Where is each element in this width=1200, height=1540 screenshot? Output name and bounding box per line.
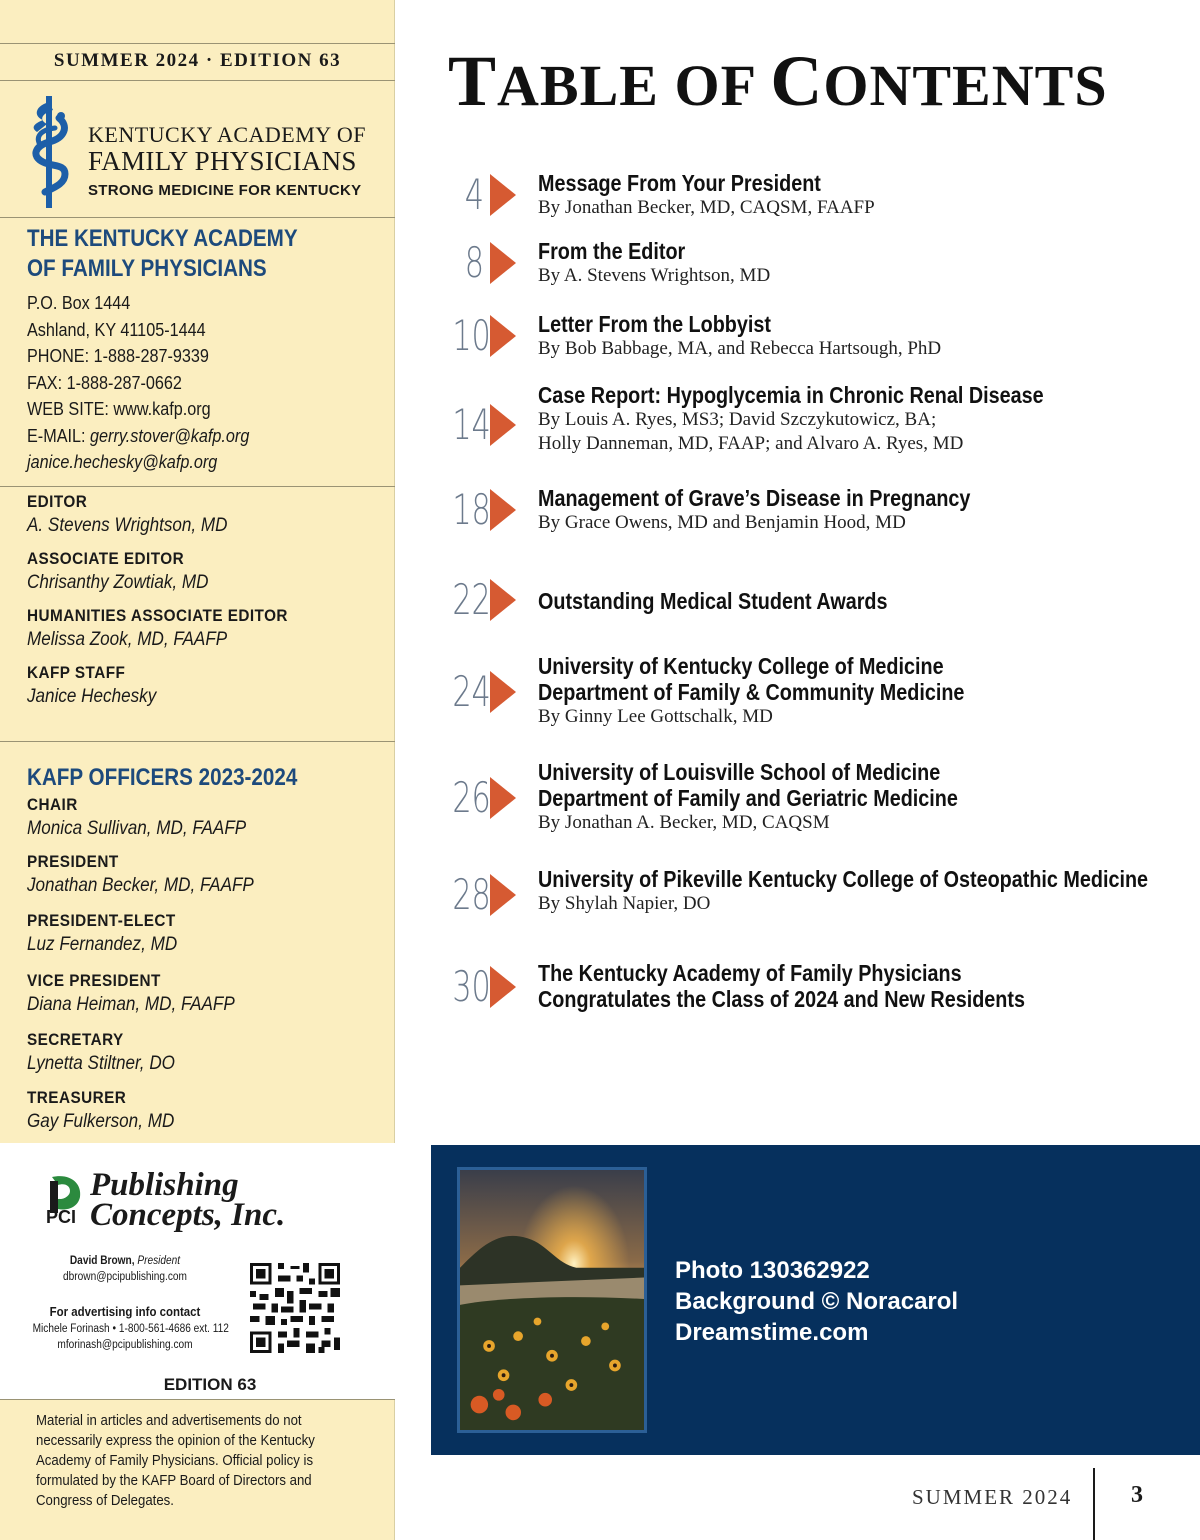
- web-line: [27, 396, 249, 423]
- toc-entry-title: Department of Family & Community Medicine: [538, 679, 965, 705]
- toc-entry-title: Letter From the Lobbyist: [538, 311, 771, 337]
- role-name: Luz Fernandez, MD: [27, 934, 178, 955]
- web-label: WEB SITE:: [27, 399, 109, 419]
- email-link-1[interactable]: gerry.stover@kafp.org: [90, 425, 250, 446]
- divider: [0, 217, 395, 218]
- arrow-right-icon: [490, 874, 516, 916]
- page-number: 3: [1131, 1482, 1143, 1508]
- role-name: Chrisanthy Zowtiak, MD: [27, 572, 209, 593]
- address-line-2: Ashland, KY 41105-1444: [27, 319, 206, 340]
- role-label: PRESIDENT: [27, 852, 119, 871]
- website-link[interactable]: www.kafp.org: [113, 399, 211, 419]
- toc-page-number: 30: [452, 962, 491, 1011]
- role-label: VICE PRESIDENT: [27, 971, 161, 990]
- arrow-right-icon: [490, 174, 516, 216]
- publisher-box: [0, 1143, 395, 1399]
- toc-entry-title: Department of Family and Geriatric Medicine: [538, 785, 958, 811]
- role-name: Jonathan Becker, MD, FAAFP: [27, 875, 254, 896]
- divider: [0, 80, 395, 81]
- toc-page-number: 18: [452, 485, 491, 534]
- footer-season: SUMMER 2024: [912, 1485, 1073, 1509]
- role-label: KAFP STAFF: [27, 663, 126, 682]
- toc-page-number: 8: [464, 238, 484, 287]
- toc-entry-text: [538, 960, 1188, 1012]
- title-initial: C: [770, 41, 824, 121]
- divider: [0, 486, 395, 487]
- qr-code-icon[interactable]: [250, 1263, 340, 1353]
- role-name: Monica Sullivan, MD, FAAFP: [27, 818, 247, 839]
- role-label: EDITOR: [27, 492, 88, 511]
- toc-entry-text: [538, 382, 1188, 456]
- toc-entry-text: [538, 588, 1188, 614]
- fax-number: 1-888-287-0662: [66, 372, 182, 393]
- toc-entry-byline: By Bob Babbage, MA, and Rebecca Hartsough, PhD: [538, 338, 942, 359]
- email-link-2[interactable]: janice.hechesky@kafp.org: [27, 452, 218, 472]
- cover-credit-panel: [431, 1145, 1200, 1455]
- staff-editor: [27, 491, 228, 538]
- toc-page-number: 14: [452, 400, 491, 449]
- arrow-right-icon: [490, 489, 516, 531]
- toc-page-number: 10: [452, 311, 491, 360]
- toc-entry-text: [538, 238, 1188, 288]
- officer-president: [27, 851, 254, 898]
- toc-entry-title: Message From Your President: [538, 170, 821, 196]
- toc-entry-text: [538, 485, 1188, 535]
- photo-credit-line-1: Photo 130362922: [675, 1257, 870, 1284]
- toc-entry-byline: By Louis A. Ryes, MS3; David Szczykutowicz, BA;: [538, 409, 937, 430]
- officer-president-elect: [27, 910, 177, 957]
- logo-line-2: FAMILY PHYSICIANS: [88, 146, 357, 176]
- arrow-right-icon: [490, 579, 516, 621]
- toc-page-number: 26: [452, 773, 491, 822]
- toc-entry-byline: By Jonathan A. Becker, MD, CAQSM: [538, 812, 830, 833]
- kafp-logo: [25, 92, 385, 210]
- role-name: A. Stevens Wrightson, MD: [27, 515, 228, 536]
- publisher-president-email[interactable]: dbrown@pcipublishing.com: [63, 1271, 187, 1283]
- divider: [0, 1399, 395, 1400]
- phone-label: PHONE:: [27, 346, 90, 366]
- staff-humanities-editor: [27, 605, 288, 652]
- publisher-name-line-2: Concepts, Inc.: [90, 1197, 286, 1233]
- president-title: President: [137, 1255, 181, 1267]
- toc-entry-title: The Kentucky Academy of Family Physicians: [538, 960, 962, 986]
- advertising-contact: Michele Forinash • 1-800-561-4686 ext. 112: [32, 1323, 229, 1335]
- divider: [0, 43, 395, 44]
- toc-entry-text: [538, 311, 1188, 361]
- caduceus-icon: [25, 92, 75, 210]
- toc-entry-byline: By Ginny Lee Gottschalk, MD: [538, 706, 773, 727]
- toc-entry-title: University of Kentucky College of Medicine: [538, 653, 944, 679]
- arrow-right-icon: [490, 966, 516, 1008]
- toc-entry-title: Outstanding Medical Student Awards: [538, 588, 888, 614]
- toc-page-number: 28: [452, 870, 491, 919]
- advertising-email[interactable]: mforinash@pcipublishing.com: [57, 1339, 193, 1351]
- officers-title: KAFP OFFICERS 2023-2024: [27, 764, 298, 791]
- masthead-sidebar: [0, 0, 395, 1540]
- title-smallcaps: ABLE OF: [497, 53, 771, 118]
- advertising-heading: For advertising info contact: [49, 1304, 201, 1319]
- title-smallcaps: ONTENTS: [823, 53, 1108, 118]
- staff-associate-editor: [27, 548, 209, 595]
- disclaimer-text: Material in articles and advertisements do not necessarily express the opinion of the Kentucky Academy of Family Physicians. Official policy is formulated by the KAFP Board of Directors and Congress of Delegates.: [36, 1412, 315, 1509]
- toc-entry-title: University of Pikeville Kentucky College of Osteopathic Medicine: [538, 866, 1149, 892]
- publisher-president: [33, 1253, 218, 1269]
- logo-tagline: STRONG MEDICINE FOR KENTUCKY: [88, 182, 362, 199]
- staff-kafp: [27, 662, 156, 709]
- arrow-right-icon: [490, 671, 516, 713]
- footer-divider: [1093, 1468, 1095, 1540]
- toc-entry-title: Management of Grave’s Disease in Pregnancy: [538, 485, 971, 511]
- toc-entry-text: [538, 653, 1188, 729]
- logo-line-1: KENTUCKY ACADEMY OF: [88, 122, 366, 147]
- address-line-1: P.O. Box 1444: [27, 293, 131, 313]
- toc-entry-text: [538, 866, 1188, 916]
- role-label: CHAIR: [27, 795, 78, 814]
- photo-credit-line-2: Background © Noracarol: [675, 1288, 959, 1315]
- cover-photo-thumbnail: [457, 1167, 647, 1433]
- org-title-line-1: THE KENTUCKY ACADEMY: [27, 225, 298, 252]
- role-name: Diana Heiman, MD, FAAFP: [27, 994, 235, 1015]
- fax-label: FAX:: [27, 372, 63, 393]
- toc-entry-byline: By Jonathan Becker, MD, CAQSM, FAAFP: [538, 197, 875, 218]
- email-line: [27, 423, 249, 450]
- role-name: Janice Hechesky: [27, 686, 157, 707]
- toc-entry-title: Congratulates the Class of 2024 and New Residents: [538, 986, 1025, 1012]
- role-label: TREASURER: [27, 1088, 127, 1107]
- photo-credit-line-3: Dreamstime.com: [675, 1319, 869, 1346]
- officer-vice-president: [27, 970, 235, 1017]
- toc-entry-byline: By Shylah Napier, DO: [538, 893, 711, 914]
- role-name: Gay Fulkerson, MD: [27, 1111, 175, 1132]
- arrow-right-icon: [490, 315, 516, 357]
- president-name: David Brown,: [69, 1255, 135, 1267]
- contact-block: [27, 290, 249, 476]
- title-initial: T: [448, 41, 498, 121]
- toc-entry-title: From the Editor: [538, 238, 686, 264]
- officer-chair: [27, 794, 246, 841]
- arrow-right-icon: [490, 242, 516, 284]
- phone-line: [27, 343, 249, 370]
- photo-credit-text: [675, 1255, 958, 1348]
- sunset-landscape-image: [460, 1170, 644, 1430]
- arrow-right-icon: [490, 404, 516, 446]
- toc-entry-byline: By A. Stevens Wrightson, MD: [538, 265, 771, 286]
- officer-secretary: [27, 1029, 175, 1076]
- role-label: SECRETARY: [27, 1030, 124, 1049]
- page-title: [448, 40, 1108, 123]
- toc-entry-byline: By Grace Owens, MD and Benjamin Hood, MD: [538, 512, 906, 533]
- toc-entry-title: Case Report: Hypoglycemia in Chronic Renal Disease: [538, 382, 1044, 408]
- toc-page-number: 4: [464, 170, 484, 219]
- role-name: Lynetta Stiltner, DO: [27, 1053, 175, 1074]
- toc-entry-title: University of Louisville School of Medicine: [538, 759, 941, 785]
- publisher-name-line-1: Publishing: [90, 1167, 239, 1203]
- edition-line: SUMMER 2024 · EDITION 63: [53, 50, 342, 71]
- role-label: HUMANITIES ASSOCIATE EDITOR: [27, 606, 288, 625]
- officer-treasurer: [27, 1087, 174, 1134]
- org-title-line-2: OF FAMILY PHYSICIANS: [27, 255, 267, 282]
- publisher-edition: EDITION 63: [163, 1375, 257, 1394]
- publisher-mark-text: PCI: [46, 1207, 77, 1227]
- toc-entry-byline: Holly Danneman, MD, FAAP; and Alvaro A. Ryes, MD: [538, 433, 964, 454]
- toc-page-number: 24: [452, 667, 491, 716]
- toc-entry-text: [538, 170, 1188, 220]
- email-label: E-MAIL:: [27, 425, 86, 446]
- toc-entry-text: [538, 759, 1188, 835]
- fax-line: [27, 370, 249, 397]
- role-label: PRESIDENT-ELECT: [27, 911, 176, 930]
- role-name: Melissa Zook, MD, FAAFP: [27, 629, 228, 650]
- toc-page-number: 22: [452, 575, 491, 624]
- role-label: ASSOCIATE EDITOR: [27, 549, 185, 568]
- arrow-right-icon: [490, 777, 516, 819]
- divider: [0, 741, 395, 742]
- phone-number: 1-888-287-9339: [93, 346, 209, 366]
